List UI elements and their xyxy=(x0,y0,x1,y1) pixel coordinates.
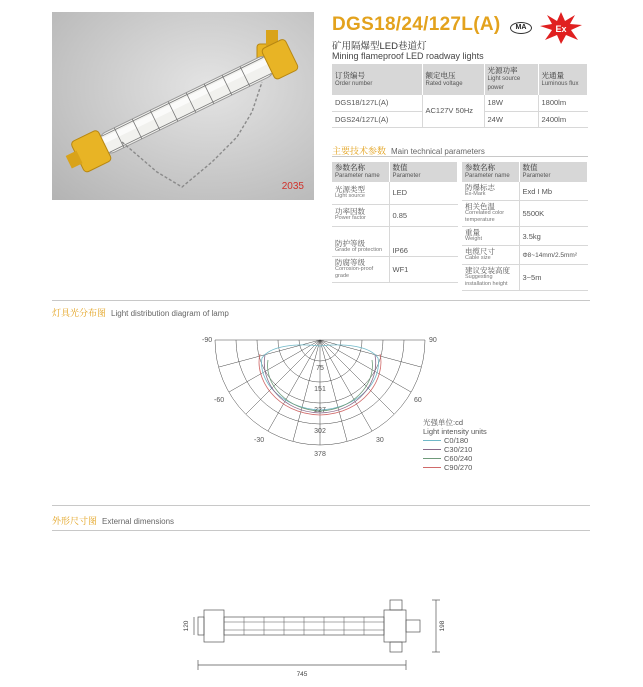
length-dimension: 745 xyxy=(296,671,308,678)
divider xyxy=(52,505,590,506)
power-cell: 18W xyxy=(484,95,538,111)
divider xyxy=(332,156,588,157)
table-row: 相关色温 Correlated color temperature 5500K xyxy=(462,201,588,227)
legend-item: C0/180 xyxy=(423,436,487,445)
units-label-cn: 光强单位:cd xyxy=(423,418,464,427)
param-header-name: 参数名称 Parameter name xyxy=(332,162,389,182)
table-row: 重量 Weight 3.5kg xyxy=(462,227,588,246)
product-name-en: Mining flameproof LED roadway lights xyxy=(332,51,484,61)
radial-label: 227 xyxy=(314,407,326,414)
radial-label: 75 xyxy=(316,365,324,372)
order-table xyxy=(332,64,588,128)
light-distribution-legend xyxy=(423,418,487,472)
param-header-value: 数值 Parameter xyxy=(519,162,588,182)
param-header-value: 数值 Parameter xyxy=(389,162,458,182)
angle-label: 90 xyxy=(429,337,437,344)
order-number-cell: DGS18/127L(A) xyxy=(332,95,422,111)
angle-label: -30 xyxy=(254,437,265,444)
units-label-en: Light intensity units xyxy=(423,427,487,436)
order-header-flux: 光通量 Luminous flux xyxy=(538,64,588,95)
order-header-power: 光源功率 Light source power xyxy=(484,64,538,95)
light-distribution-heading: 灯具光分布图 Light distribution diagram of lamp xyxy=(52,308,229,318)
radial-label: 302 xyxy=(314,428,326,435)
radial-label: 378 xyxy=(314,451,326,458)
angle-label: -60 xyxy=(214,397,225,404)
param-header-name: 参数名称 Parameter name xyxy=(462,162,519,182)
divider xyxy=(52,300,590,301)
dimensions-heading: 外形尺寸图 External dimensions xyxy=(52,516,175,526)
legend-item: C30/210 xyxy=(423,445,487,454)
lamp-image xyxy=(52,12,314,200)
voltage-cell: AC127V 50Hz xyxy=(422,95,484,127)
table-row: 光源类型 Light source LED xyxy=(332,182,458,204)
table-row: 电缆尺寸 Cable size Φ8~14mm/2.5mm² xyxy=(462,246,588,265)
table-row: 功率因数 Power factor 0.85 xyxy=(332,204,458,226)
total-height-dimension: 198 xyxy=(439,620,446,632)
tech-params-table-right xyxy=(462,162,588,291)
product-model-title: DGS18/24/127L(A) xyxy=(332,14,501,35)
ex-explosion-icon xyxy=(540,12,582,44)
radial-label: 151 xyxy=(314,386,326,393)
ma-certification-badge: MA xyxy=(510,22,532,34)
flux-cell: 2400lm xyxy=(538,111,588,127)
tech-params-table-left xyxy=(332,162,458,283)
table-row: 防腐等级 Corrosion-proof grade WF1 xyxy=(332,256,458,282)
tech-params-heading: 主要技术参数 Main technical parameters xyxy=(332,146,485,156)
table-row xyxy=(332,95,588,111)
angle-label: -90 xyxy=(202,337,213,344)
angle-label: 60 xyxy=(414,397,422,404)
legend-item: C60/240 xyxy=(423,454,487,463)
photo-code: 2035 xyxy=(281,181,304,192)
flux-cell: 1800lm xyxy=(538,95,588,111)
table-row: 建议安装高度 Suggesting installation height 3~5m xyxy=(462,265,588,291)
table-row: 防爆标志 Ex-Mark Exd I Mb xyxy=(462,182,588,201)
legend-item: C90/270 xyxy=(423,463,487,472)
order-number-cell: DGS24/127L(A) xyxy=(332,111,422,127)
order-header-order: 订货编号 Order number xyxy=(332,64,422,95)
polar-distribution-diagram xyxy=(200,330,440,460)
table-row: 防护等级 Grade of protection IP66 xyxy=(332,226,458,256)
ex-label: Ex xyxy=(555,24,567,34)
small-height-dimension: 120 xyxy=(183,620,190,632)
dimension-drawing xyxy=(183,590,450,682)
power-cell: 24W xyxy=(484,111,538,127)
product-photo xyxy=(52,12,314,200)
angle-label: 30 xyxy=(376,437,384,444)
divider xyxy=(52,530,590,531)
product-name-cn: 矿用隔爆型LED巷道灯 xyxy=(332,41,427,52)
order-header-voltage: 额定电压 Rated voltage xyxy=(422,64,484,95)
